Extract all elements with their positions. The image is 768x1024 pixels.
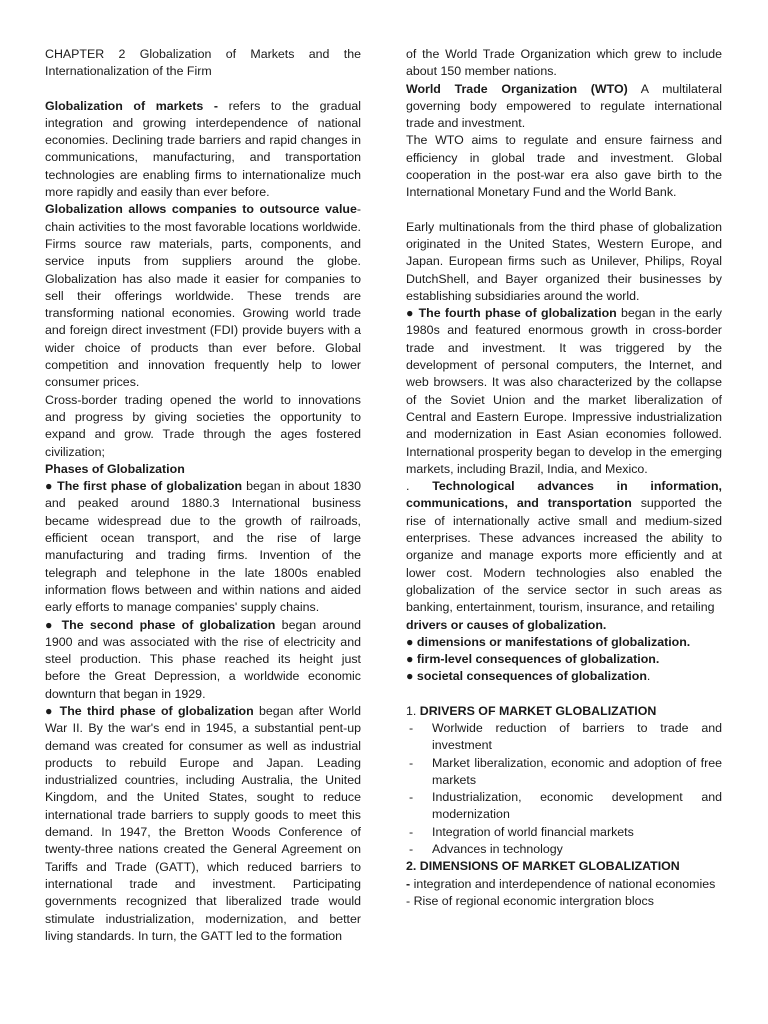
phase-text: began around 1900 and was associated with the rise of electricity and steel production. This phase reached its height just before the Great Depression, a worldwide economic downturn that began in 1929. — [45, 617, 361, 701]
summary-line: ● societal consequences of globalization. — [406, 669, 651, 684]
cross-border-paragraph: Cross-border trading opened the world to innovations and progress by giving societies the opportunity to expand and grow. Trade through the ages fostered civilization; — [45, 392, 361, 459]
term: Globalization of markets - — [45, 98, 218, 113]
phase-text: began in about 1830 and peaked around 1880.3 International business became widespread due to the growth of railroads, efficient ocean transport, and the rise of large manufacturing and trading firms. Invention of the telegraph and telephone in the late 1800s enabled information flows between and within nations and aided early efforts to manage companies' supply chains. — [45, 479, 361, 615]
outsourcing-paragraph — [45, 201, 361, 391]
right-column — [406, 46, 722, 910]
phase-text: began after World War II. By the war's end in 1945, a substantial pent-up demand was created for consumer as well as industrial products to rebuild Europe and Japan. Leading industrialized countries, including Australia, the United Kingdom, and the United States, sought to reduce international trade barriers to supply goods to meet this demand. In 1947, the Bretton Woods Conference of twenty-three nations created the General Agreement on Tariffs and Trade (GATT), which reduced barriers to international trade and investment. Participating governments recognized that liberalized trade would stimulate industrialization, modernization, and better living standards. In turn, the GATT led to the formation — [45, 703, 361, 943]
term: World Trade Organization (WTO) — [406, 81, 628, 96]
driver-item: - Industrialization, economic development and modernization — [409, 790, 722, 822]
wto-definition — [406, 81, 722, 133]
technology-paragraph: . Technological advances in information, communications, and transportation supported the rise of internationally active small and medium-sized enterprises. These advances increased the ability to organize and manage exports more efficiently and at lower cost. Modern technologies also enabled the globalization of the service sector in such areas as banking, entertainment, tourism, insurance, and retailing — [406, 479, 722, 615]
chapter-title: CHAPTER 2 Globalization of Markets and the Internationalization of the Firm — [45, 47, 361, 79]
phase-label: ● The third phase of globalization — [45, 703, 254, 718]
phases-heading: Phases of Globalization — [45, 461, 185, 476]
phase-4 — [406, 305, 722, 478]
phase-text: began in the early 1980s and featured enormous growth in cross-border trade and investment. It was triggered by the development of personal computers, the Internet, and web browsers. It was also characterized by the collapse of the Soviet Union and the market liberalization of Central and Eastern Europe. Impressive industrialization and modernization in East Asian economies followed. International prosperity began to develop in the emerging markets, including Brazil, India, and Mexico. — [406, 306, 722, 476]
paragraph-text: -chain activities to the most favorable locations worldwide. Firms source raw materials, parts, components, and service inputs from suppliers around the globe. Globalization has also made it easier for companies to sell their offerings worldwide. These trends are transforming national economies. Growing world trade and foreign direct investment (FDI) provide buyers with a wider choice of products than ever before. Global competition and innovation frequently help to lower consumer prices. — [45, 202, 361, 390]
phase-2 — [45, 617, 361, 703]
term: Globalization allows companies to outsource value — [45, 202, 357, 217]
definition-text: A multilateral governing body empowered to regulate international trade and investment. — [406, 81, 722, 131]
phase-3 — [45, 703, 361, 945]
phase-label: ● The first phase of globalization — [45, 479, 243, 494]
dimensions-heading: 2. DIMENSIONS OF MARKET GLOBALIZATION — [406, 859, 680, 874]
term: Technological advances in information, communications, and transportation — [406, 479, 722, 511]
paragraph-text: supported the rise of internationally active small and medium-sized enterprises. These advances increased the ability to organize and manage exports more efficiently and at lower cost. Modern technologies also enabled the globalization of the service sector in such areas as banking, entertainment, tourism, insurance, and retailing — [406, 496, 722, 615]
phase-label: ● The second phase of globalization — [45, 617, 276, 632]
summary-line: drivers or causes of globalization. — [406, 617, 607, 632]
driver-item: - Worlwide reduction of barriers to trade and investment — [409, 720, 722, 753]
spacer — [406, 202, 722, 219]
driver-item: - Advances in technology — [409, 842, 563, 857]
wto-paragraph: The WTO aims to regulate and ensure fairness and efficiency in global trade and investment. Global cooperation in the post-war era also gave birth to the International Monetary Fund and the World Bank. — [406, 133, 722, 200]
globalization-definition — [45, 98, 361, 202]
dimension-item: - Rise of regional economic intergration blocs — [406, 893, 654, 908]
definition-text: refers to the gradual integration and growing interdependence of national economies. Declining trade barriers and rapid changes in communications, manufacturing, and transportation technologies are enabling firms to internationalize much more rapidly and easily than ever before. — [45, 98, 361, 200]
phase-1 — [45, 478, 361, 616]
summary-line: ● dimensions or manifestations of globalization. — [406, 634, 691, 649]
summary-line: ● firm-level consequences of globalization. — [406, 652, 660, 667]
continuation-text: of the World Trade Organization which grew to include about 150 member nations. — [406, 47, 722, 79]
early-multinationals-paragraph: Early multinationals from the third phase of globalization originated in the United States, Western Europe, and Japan. European firms such as Unilever, Philips, Royal DutchShell, and Bayer organized their businesses by establishing subsidiaries around the world. — [406, 219, 722, 303]
driver-item: - Integration of world financial markets — [409, 824, 634, 839]
spacer — [406, 686, 722, 703]
drivers-heading: 1. DRIVERS OF MARKET GLOBALIZATION — [406, 703, 657, 718]
phase-label: ● The fourth phase of globalization — [406, 306, 617, 321]
dimension-item: - integration and interdependence of national economies — [406, 876, 716, 891]
left-column — [45, 46, 361, 945]
driver-item: - Market liberalization, economic and adoption of free markets — [409, 755, 722, 787]
spacer — [45, 81, 361, 98]
